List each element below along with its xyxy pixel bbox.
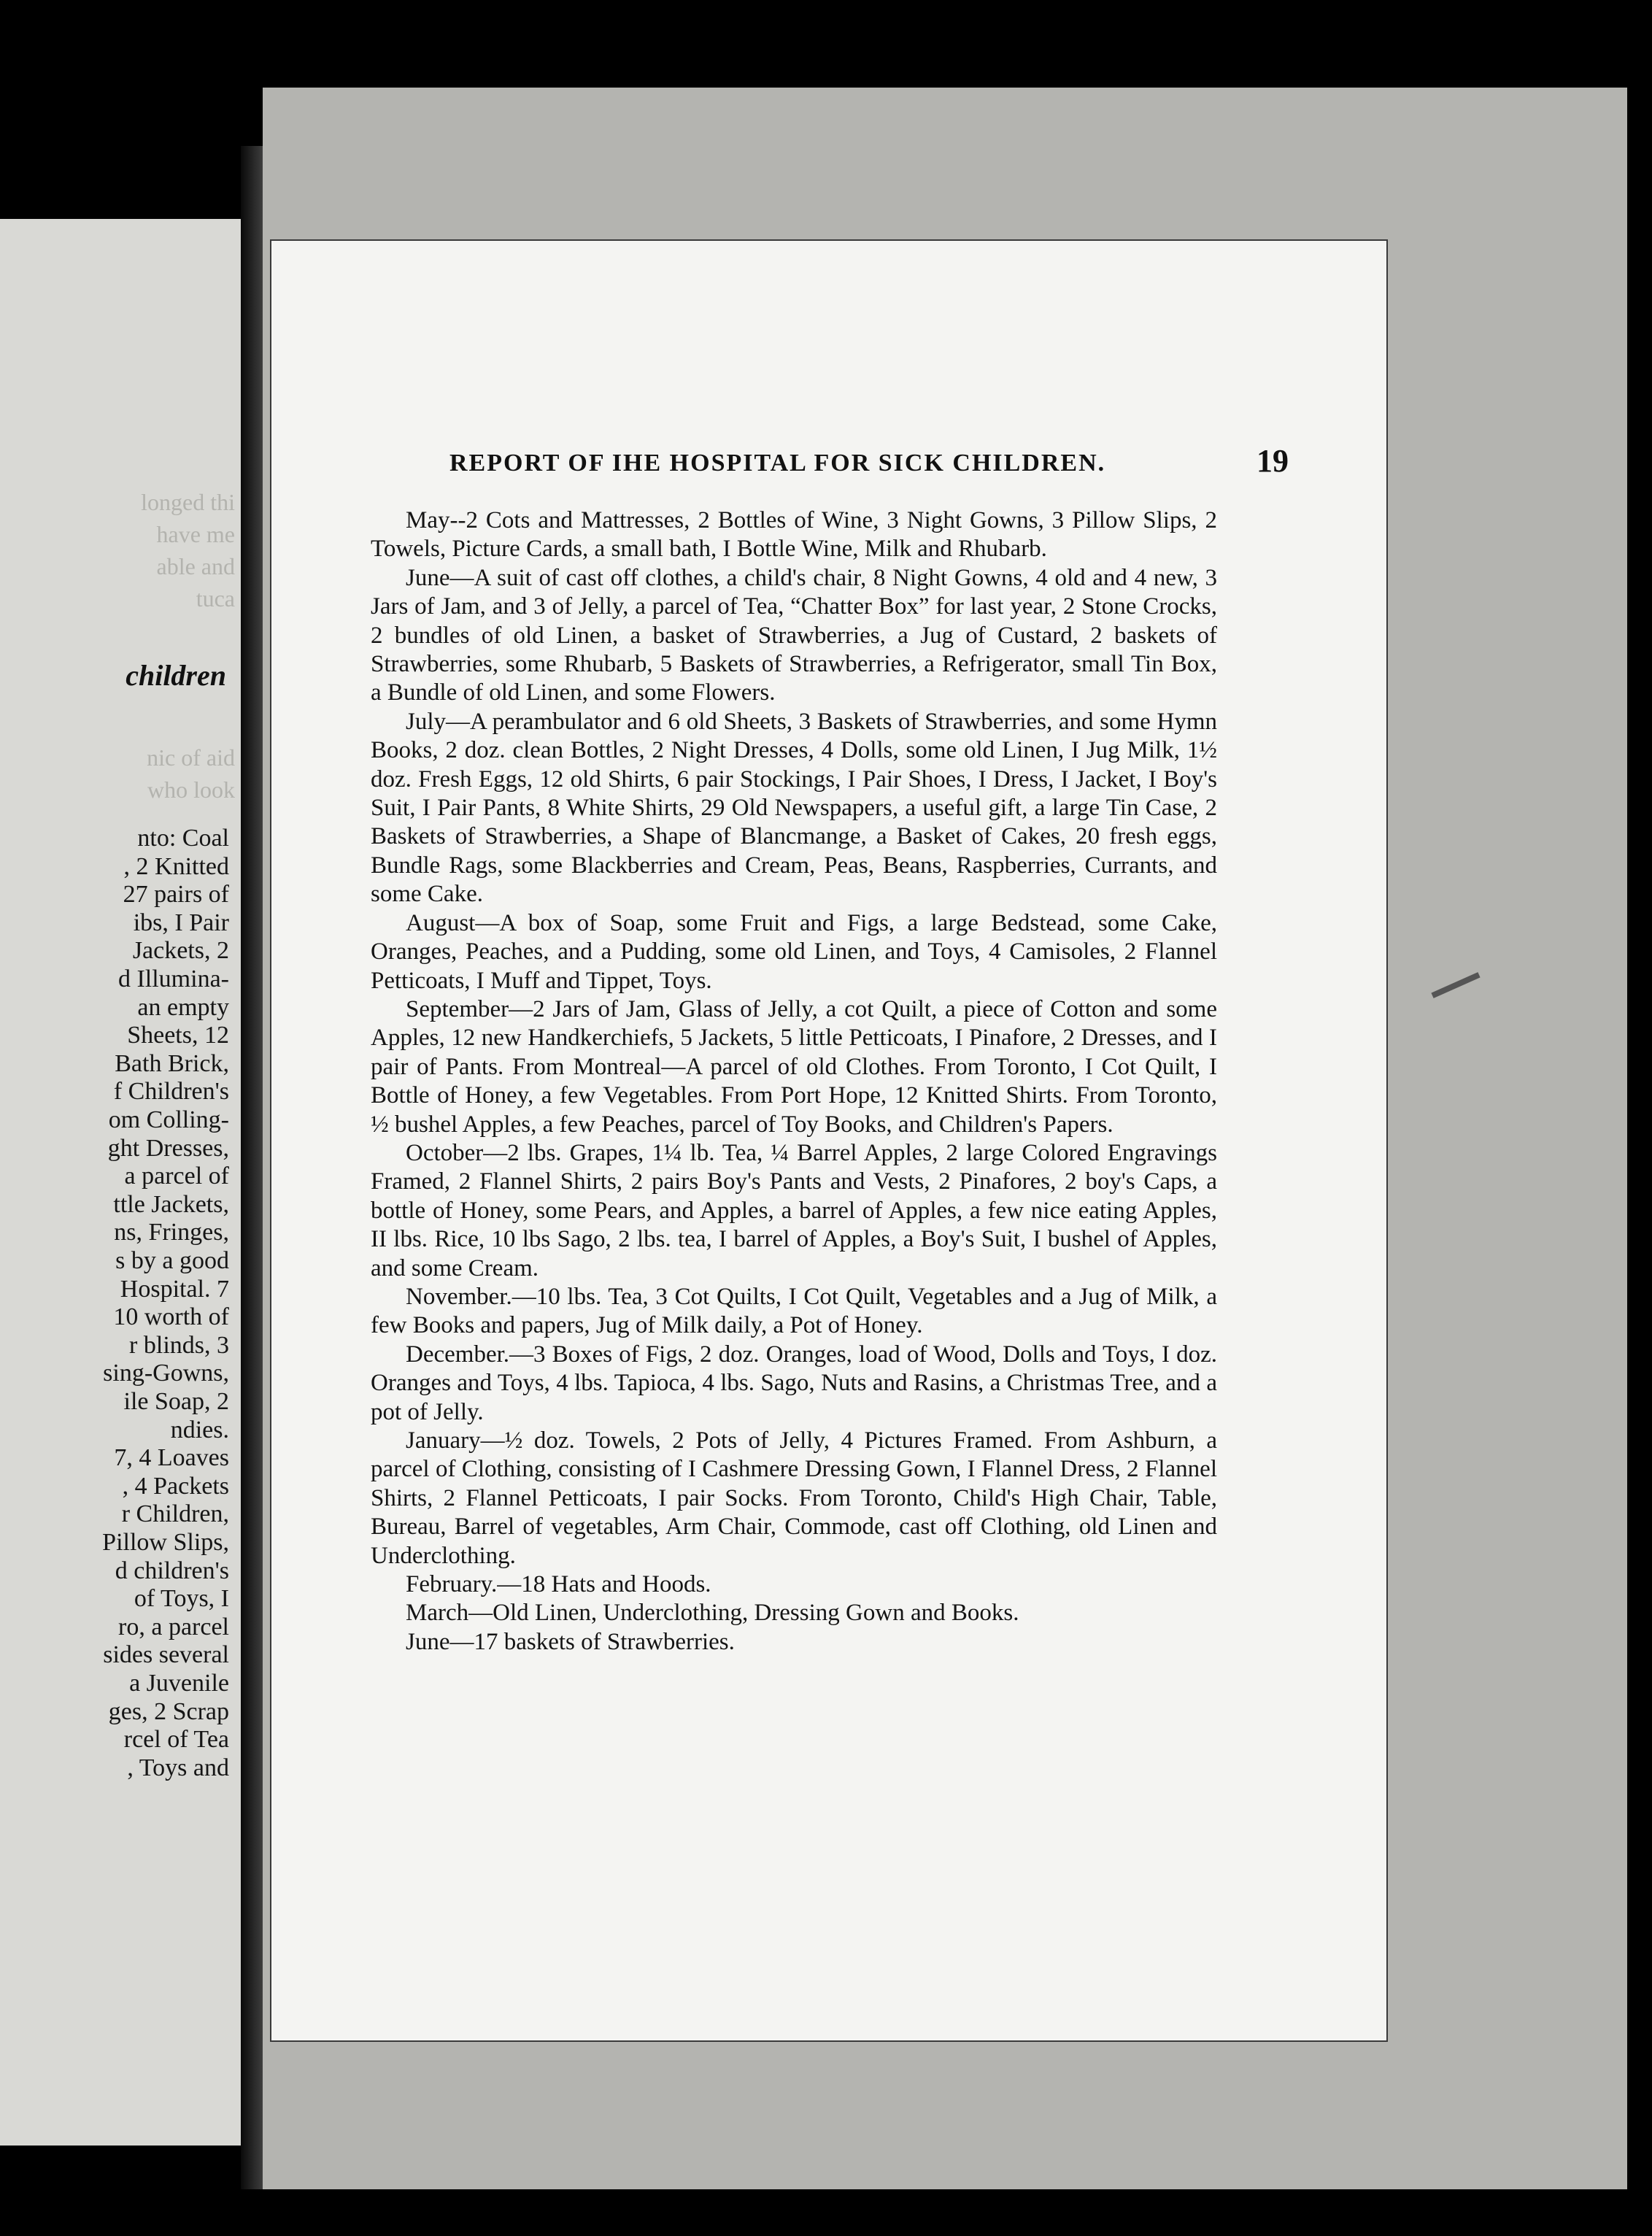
report-page bbox=[270, 239, 1388, 2042]
facing-page-line: nto: Coal bbox=[137, 825, 229, 852]
facing-page-line: ght Dresses, bbox=[107, 1134, 229, 1162]
facing-page-line: ibs, I Pair bbox=[133, 909, 229, 936]
donation-entry: November.—10 lbs. Tea, 3 Cot Quilts, I Cot Quilt, Vegetables and a Jug of Milk, a few Books and papers, Jug of Milk daily, a Pot of Honey. bbox=[371, 1283, 1217, 1339]
facing-page-line: a Juvenile bbox=[129, 1670, 229, 1697]
facing-page-line: ttle Jackets, bbox=[113, 1190, 229, 1218]
facing-page-line: d Illumina- bbox=[117, 965, 229, 992]
donation-entry: June—17 baskets of Strawberries. bbox=[406, 1628, 735, 1655]
facing-page-top-fragment: able and bbox=[156, 553, 235, 579]
donation-entry: January—½ doz. Towels, 2 Pots of Jelly, 4 Pictures Framed. From Ashburn, a parcel of Clothing, consisting of I Cashmere Dressing Gown, I Flannel Dress, 2 Flannel Shirts, 2 Flannel Petticoats, I pair Socks. From Toronto, Child's High Chair, Table, Bureau, Barrel of vegetables, Arm Chair, Commode, cast off Clothing, old Linen and Underclothing. bbox=[371, 1427, 1217, 1569]
facing-page-line: ges, 2 Scrap bbox=[108, 1697, 229, 1725]
donation-entry: March—Old Linen, Underclothing, Dressing Gown and Books. bbox=[406, 1600, 1019, 1627]
facing-page-line: om Colling- bbox=[108, 1106, 229, 1133]
facing-page-line: sides several bbox=[103, 1641, 229, 1669]
running-header-title: REPORT OF IHE HOSPITAL FOR SICK CHILDREN. bbox=[449, 450, 1106, 477]
facing-page-line: rcel of Tea bbox=[123, 1726, 229, 1754]
facing-page-line: s by a good bbox=[115, 1247, 229, 1274]
page-number: 19 bbox=[1257, 443, 1289, 479]
donation-entry: May--2 Cots and Mattresses, 2 Bottles of Wine, 3 Night Gowns, 3 Pillow Slips, 2 Towels, Picture Cards, a small bath, I Bottle Wine, Milk and Rhubarb. bbox=[371, 507, 1217, 563]
facing-page-line: Pillow Slips, bbox=[102, 1529, 229, 1556]
facing-page-line: d children's bbox=[115, 1557, 229, 1584]
donation-entry: September—2 Jars of Jam, Glass of Jelly, a cot Quilt, a piece of Cotton and some Apples, 12 new Handkerchiefs, 5 Jackets, 5 little Petticoats, I Pinafore, 2 Dresses, and I pair of Pants. From Montreal—A parcel of old Clothes. From Toronto, I Cot Quilt, I Bottle of Honey, a few Vegetables. From Port Hope, 12 Knitted Shirts. From Toronto, ½ bushel Apples, a few Peaches, parcel of Toy Books, and Children's Papers. bbox=[371, 995, 1217, 1138]
donation-entry: June—A suit of cast off clothes, a child's chair, 8 Night Gowns, 4 old and 4 new, 3 Jars of Jam, and 3 of Jelly, a parcel of Tea, “Chatter Box” for last year, 2 Stone Crocks, 2 bundles of old Linen, a basket of Strawberries, a Jug of Custard, 2 baskets of Strawberries, some Rhubarb, 5 Baskets of Strawberries, a Refrigerator, small Tin Box, a Bundle of old Linen, and some Flowers. bbox=[371, 564, 1217, 706]
facing-page-line: r Children, bbox=[121, 1500, 229, 1528]
facing-page-line: r blinds, 3 bbox=[129, 1331, 229, 1359]
facing-page-line: ndies. bbox=[170, 1416, 229, 1443]
facing-page-line: f Children's bbox=[113, 1078, 229, 1106]
facing-page-line: , Toys and bbox=[127, 1754, 229, 1781]
facing-page-top-fragment: have me bbox=[156, 521, 235, 547]
facing-page-line: 10 worth of bbox=[113, 1303, 229, 1331]
running-header bbox=[449, 442, 1289, 479]
donations-list bbox=[371, 506, 1217, 1657]
facing-page-line: Sheets, 12 bbox=[127, 1022, 229, 1049]
facing-page-line: 7, 4 Loaves bbox=[114, 1444, 229, 1472]
facing-page-line: of Toys, I bbox=[134, 1585, 229, 1613]
facing-page-top-fragment: longed thi bbox=[141, 489, 235, 515]
facing-page-faded-fragment: nic of aid bbox=[147, 744, 235, 771]
facing-page-line: , 2 Knitted bbox=[123, 852, 229, 880]
facing-page-line: a parcel of bbox=[124, 1163, 229, 1190]
facing-page-heading: children bbox=[126, 659, 226, 692]
donation-entry: July—A perambulator and 6 old Sheets, 3 Baskets of Strawberries, and some Hymn Books, 2 doz. clean Bottles, 2 Night Dresses, 4 Dolls, some old Linen, I Jug Milk, 1½ doz. Fresh Eggs, 12 old Shirts, 6 pair Stockings, I Pair Shoes, I Dress, I Jacket, I Boy's Suit, I Pair Pants, 8 White Shirts, 29 Old Newspapers, a useful gift, a large Tin Case, 2 Baskets of Strawberries, a Shape of Blancmange, a Basket of Cakes, 20 fresh eggs, Bundle Rags, some Blackberries and Cream, Peas, Beans, Raspberries, Currants, and some Cake. bbox=[371, 708, 1217, 908]
donation-entry: October—2 lbs. Grapes, 1¼ lb. Tea, ¼ Barrel Apples, 2 large Colored Engravings Framed, 2 Flannel Shirts, 2 pairs Boy's Pants and Vests, 2 Pinafores, 2 boy's Caps, a bottle of Honey, some Pears, and Apples, a barrel of Apples, a few nice eating Apples, II lbs. Rice, 10 lbs Sago, 2 lbs. tea, I barrel of Apples, a Boy's Suit, I bushel of Apples, and some Cream. bbox=[371, 1139, 1217, 1281]
facing-page-line: Jackets, 2 bbox=[132, 937, 229, 965]
facing-page-line: an empty bbox=[137, 993, 229, 1021]
facing-page-line: Bath Brick, bbox=[115, 1049, 229, 1077]
facing-page-line: ro, a parcel bbox=[118, 1613, 229, 1641]
facing-page-faded-fragment: who look bbox=[147, 776, 235, 803]
facing-page bbox=[0, 219, 241, 2146]
facing-page-line: ns, Fringes, bbox=[114, 1219, 229, 1246]
facing-page-line: sing-Gowns, bbox=[103, 1360, 229, 1387]
facing-page-line: ile Soap, 2 bbox=[123, 1388, 229, 1415]
donation-entry: December.—3 Boxes of Figs, 2 doz. Oranges, load of Wood, Dolls and Toys, I doz. Oranges and Toys, 4 lbs. Tapioca, 4 lbs. Sago, Nuts and Rasins, a Christmas Tree, and a pot of Jelly. bbox=[371, 1341, 1217, 1425]
facing-page-top-fragment: tuca bbox=[196, 585, 235, 612]
donation-entry: February.—18 Hats and Hoods. bbox=[406, 1571, 711, 1598]
facing-page-line: Hospital. 7 bbox=[120, 1275, 229, 1303]
donation-entry: August—A box of Soap, some Fruit and Figs, a large Bedstead, some Cake, Oranges, Peaches, and a Pudding, some old Linen, and Toys, 4 Camisoles, 2 Flannel Petticoats, I Muff and Tippet, Toys. bbox=[371, 909, 1217, 994]
facing-page-line: 27 pairs of bbox=[123, 881, 229, 909]
facing-page-line: , 4 Packets bbox=[122, 1472, 229, 1500]
